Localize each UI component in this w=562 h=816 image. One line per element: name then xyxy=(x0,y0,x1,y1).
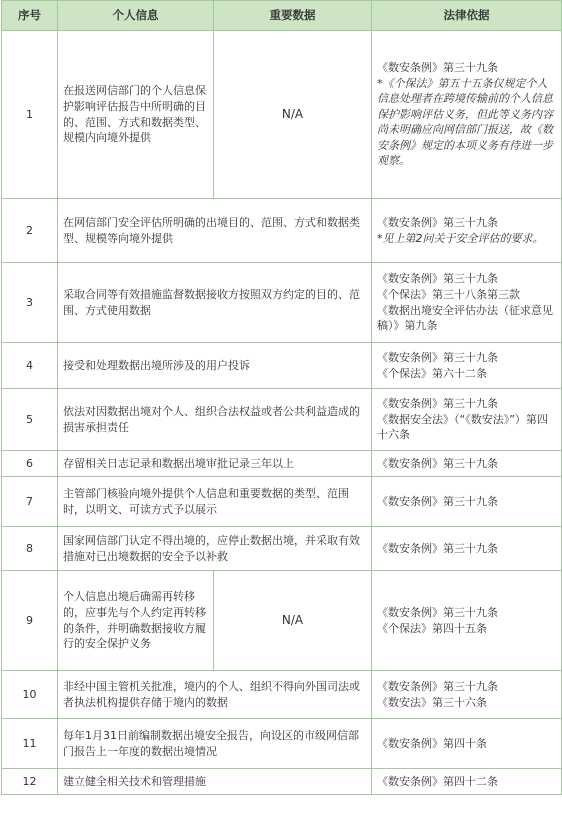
row-index: 5 xyxy=(2,389,58,451)
legal-basis-cell xyxy=(372,343,562,389)
personal-info-cell: 个人信息出境后确需再转移的，应事先与个人约定再转移的条件，并明确数据接收方履行的安全保护义务 xyxy=(58,571,214,671)
row-index: 1 xyxy=(2,31,58,199)
legal-basis-cell xyxy=(372,199,562,263)
personal-info-cell: 在报送网信部门的个人信息保护影响评估报告中所明确的目的、范围、方式和数据类型、规模内向境外提供 xyxy=(58,31,214,199)
header-legal-basis: 法律依据 xyxy=(372,1,562,31)
legal-basis-cell xyxy=(372,389,562,451)
table-row xyxy=(2,477,562,527)
merged-info-cell: 采取合同等有效措施监督数据接收方按照双方约定的目的、范围、方式使用数据 xyxy=(58,263,372,343)
row-index: 12 xyxy=(2,769,58,795)
legal-basis-text: 《数安条例》第三十九条 xyxy=(377,215,498,229)
row-index: 2 xyxy=(2,199,58,263)
legal-basis-text: 《数安条例》第三十九条 《个保法》第三十八条第三款 《数据出境安全评估办法（征求意见稿）》第九条 xyxy=(377,272,553,333)
legal-basis-text: 《数安条例》第三十九条 《数据安全法》（“《数安法》”）第四十六条 xyxy=(377,397,548,442)
legal-basis-text: 《数安条例》第三十九条 《数安法》第三十六条 xyxy=(377,679,498,709)
data-export-obligations-table xyxy=(1,0,562,795)
important-data-cell: N/A xyxy=(214,571,372,671)
legal-basis-cell xyxy=(372,571,562,671)
legal-basis-cell: 《数安条例》第三十九条 xyxy=(372,451,562,477)
legal-basis-cell xyxy=(372,31,562,199)
merged-info-cell: 接受和处理数据出境所涉及的用户投诉 xyxy=(58,343,372,389)
table-row xyxy=(2,199,562,263)
merged-info-cell: 在网信部门安全评估所明确的出境目的、范围、方式和数据类型、规模等向境外提供 xyxy=(58,199,372,263)
row-index: 6 xyxy=(2,451,58,477)
legal-basis-text: 《数安条例》第三十九条 《个保法》第四十五条 xyxy=(377,605,498,635)
legal-basis-note: *见上第2问关于安全评估的要求。 xyxy=(377,231,544,245)
header-row xyxy=(2,1,562,31)
table-row xyxy=(2,31,562,199)
header-index: 序号 xyxy=(2,1,58,31)
row-index: 7 xyxy=(2,477,58,527)
row-index: 8 xyxy=(2,527,58,571)
row-index: 10 xyxy=(2,671,58,719)
table-row xyxy=(2,389,562,451)
row-index: 11 xyxy=(2,719,58,769)
table-row xyxy=(2,719,562,769)
merged-info-cell: 每年1月31日前编制数据出境安全报告，向设区的市级网信部门报告上一年度的数据出境情况 xyxy=(58,719,372,769)
legal-basis-text: 《数安条例》第三十九条 xyxy=(377,60,498,74)
legal-basis-cell: 《数安条例》第三十九条 xyxy=(372,527,562,571)
table-row xyxy=(2,769,562,795)
row-index: 4 xyxy=(2,343,58,389)
merged-info-cell: 建立健全相关技术和管理措施 xyxy=(58,769,372,795)
legal-basis-cell xyxy=(372,263,562,343)
legal-basis-cell: 《数安条例》第四十条 xyxy=(372,719,562,769)
important-data-cell: N/A xyxy=(214,31,372,199)
legal-basis-text: 《数安条例》第三十九条 《个保法》第六十二条 xyxy=(377,350,498,380)
legal-basis-cell: 《数安条例》第四十二条 xyxy=(372,769,562,795)
merged-info-cell: 主管部门核验向境外提供个人信息和重要数据的类型、范围时，以明文、可读方式予以展示 xyxy=(58,477,372,527)
table-row xyxy=(2,343,562,389)
merged-info-cell: 依法对因数据出境对个人、组织合法权益或者公共利益造成的损害承担责任 xyxy=(58,389,372,451)
header-important-data: 重要数据 xyxy=(214,1,372,31)
row-index: 3 xyxy=(2,263,58,343)
merged-info-cell: 存留相关日志记录和数据出境审批记录三年以上 xyxy=(58,451,372,477)
table-row xyxy=(2,263,562,343)
table-row xyxy=(2,527,562,571)
merged-info-cell: 国家网信部门认定不得出境的，应停止数据出境，并采取有效措施对已出境数据的安全予以补救 xyxy=(58,527,372,571)
legal-basis-cell xyxy=(372,671,562,719)
table-row xyxy=(2,671,562,719)
merged-info-cell: 非经中国主管机关批准，境内的个人、组织不得向外国司法或者执法机构提供存储于境内的数据 xyxy=(58,671,372,719)
header-personal-info: 个人信息 xyxy=(58,1,214,31)
table-row xyxy=(2,451,562,477)
row-index: 9 xyxy=(2,571,58,671)
table-row xyxy=(2,571,562,671)
legal-basis-note: *《个保法》第五十五条仅规定个人信息处理者在跨境传输前的个人信息保护影响评估义务，但此等义务内容尚未明确应向网信部门报送，故《数安条例》规定的本项义务有待进一步观察。 xyxy=(377,76,553,168)
legal-basis-cell: 《数安条例》第三十九条 xyxy=(372,477,562,527)
